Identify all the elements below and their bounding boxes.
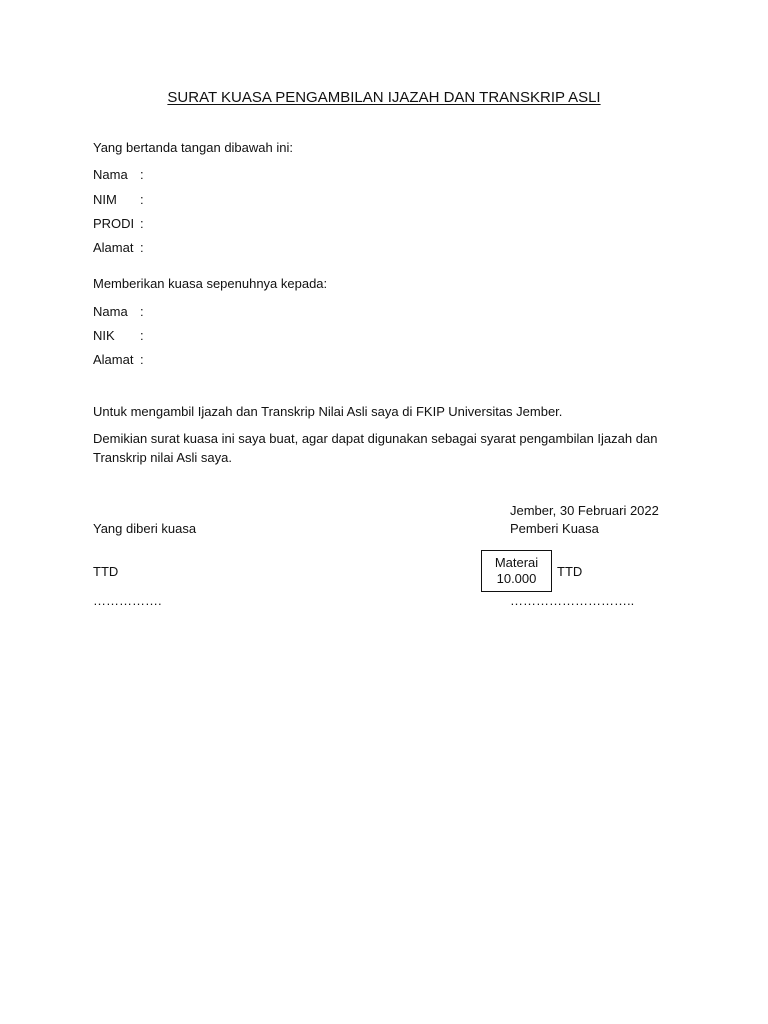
stamp-label: Materai (494, 555, 539, 570)
field-separator: : (140, 240, 144, 255)
right-signer-role: Pemberi Kuasa (510, 521, 599, 536)
grantee-intro: Memberikan kuasa sepenuhnya kepada: (93, 276, 328, 291)
stamp-duty-box (481, 550, 552, 592)
grantee-field-nik (93, 328, 144, 344)
field-separator: : (140, 167, 144, 182)
place-date: Jember, 30 Februari 2022 (510, 503, 659, 518)
purpose-paragraph: Untuk mengambil Ijazah dan Transkrip Nilai Asli saya di FKIP Universitas Jember. (93, 404, 563, 419)
field-separator: : (140, 352, 144, 367)
closing-line-2: Transkrip nilai Asli saya. (93, 450, 232, 465)
field-separator: : (140, 304, 144, 319)
field-separator: : (140, 216, 144, 231)
grantor-intro: Yang bertanda tangan dibawah ini: (93, 140, 293, 155)
field-separator: : (140, 192, 144, 207)
grantee-field-nama (93, 304, 144, 320)
grantee-field-alamat (93, 352, 144, 368)
stamp-value: 10.000 (496, 571, 537, 586)
field-label: Alamat (93, 240, 134, 255)
field-label: Alamat (93, 352, 134, 367)
grantor-field-alamat (93, 240, 144, 256)
field-label: NIM (93, 192, 117, 207)
field-separator: : (140, 328, 144, 343)
left-signature-placeholder: TTD (93, 564, 119, 579)
field-label: PRODI (93, 216, 135, 231)
closing-line-1: Demikian surat kuasa ini saya buat, agar dapat digunakan sebagai syarat pengambilan Ijazah dan (93, 431, 658, 446)
document-title: SURAT KUASA PENGAMBILAN IJAZAH DAN TRANSKRIP ASLI (167, 89, 601, 106)
grantor-field-nim (93, 192, 144, 208)
right-signer-name: ……………………….. (510, 593, 635, 608)
grantor-field-prodi (93, 216, 144, 232)
field-label: NIK (93, 328, 115, 343)
right-signature-placeholder: TTD (557, 564, 583, 579)
left-signer-name: ……………. (93, 593, 162, 608)
grantor-field-nama (93, 167, 144, 183)
left-signer-role: Yang diberi kuasa (93, 521, 197, 536)
field-label: Nama (93, 167, 128, 182)
field-label: Nama (93, 304, 128, 319)
